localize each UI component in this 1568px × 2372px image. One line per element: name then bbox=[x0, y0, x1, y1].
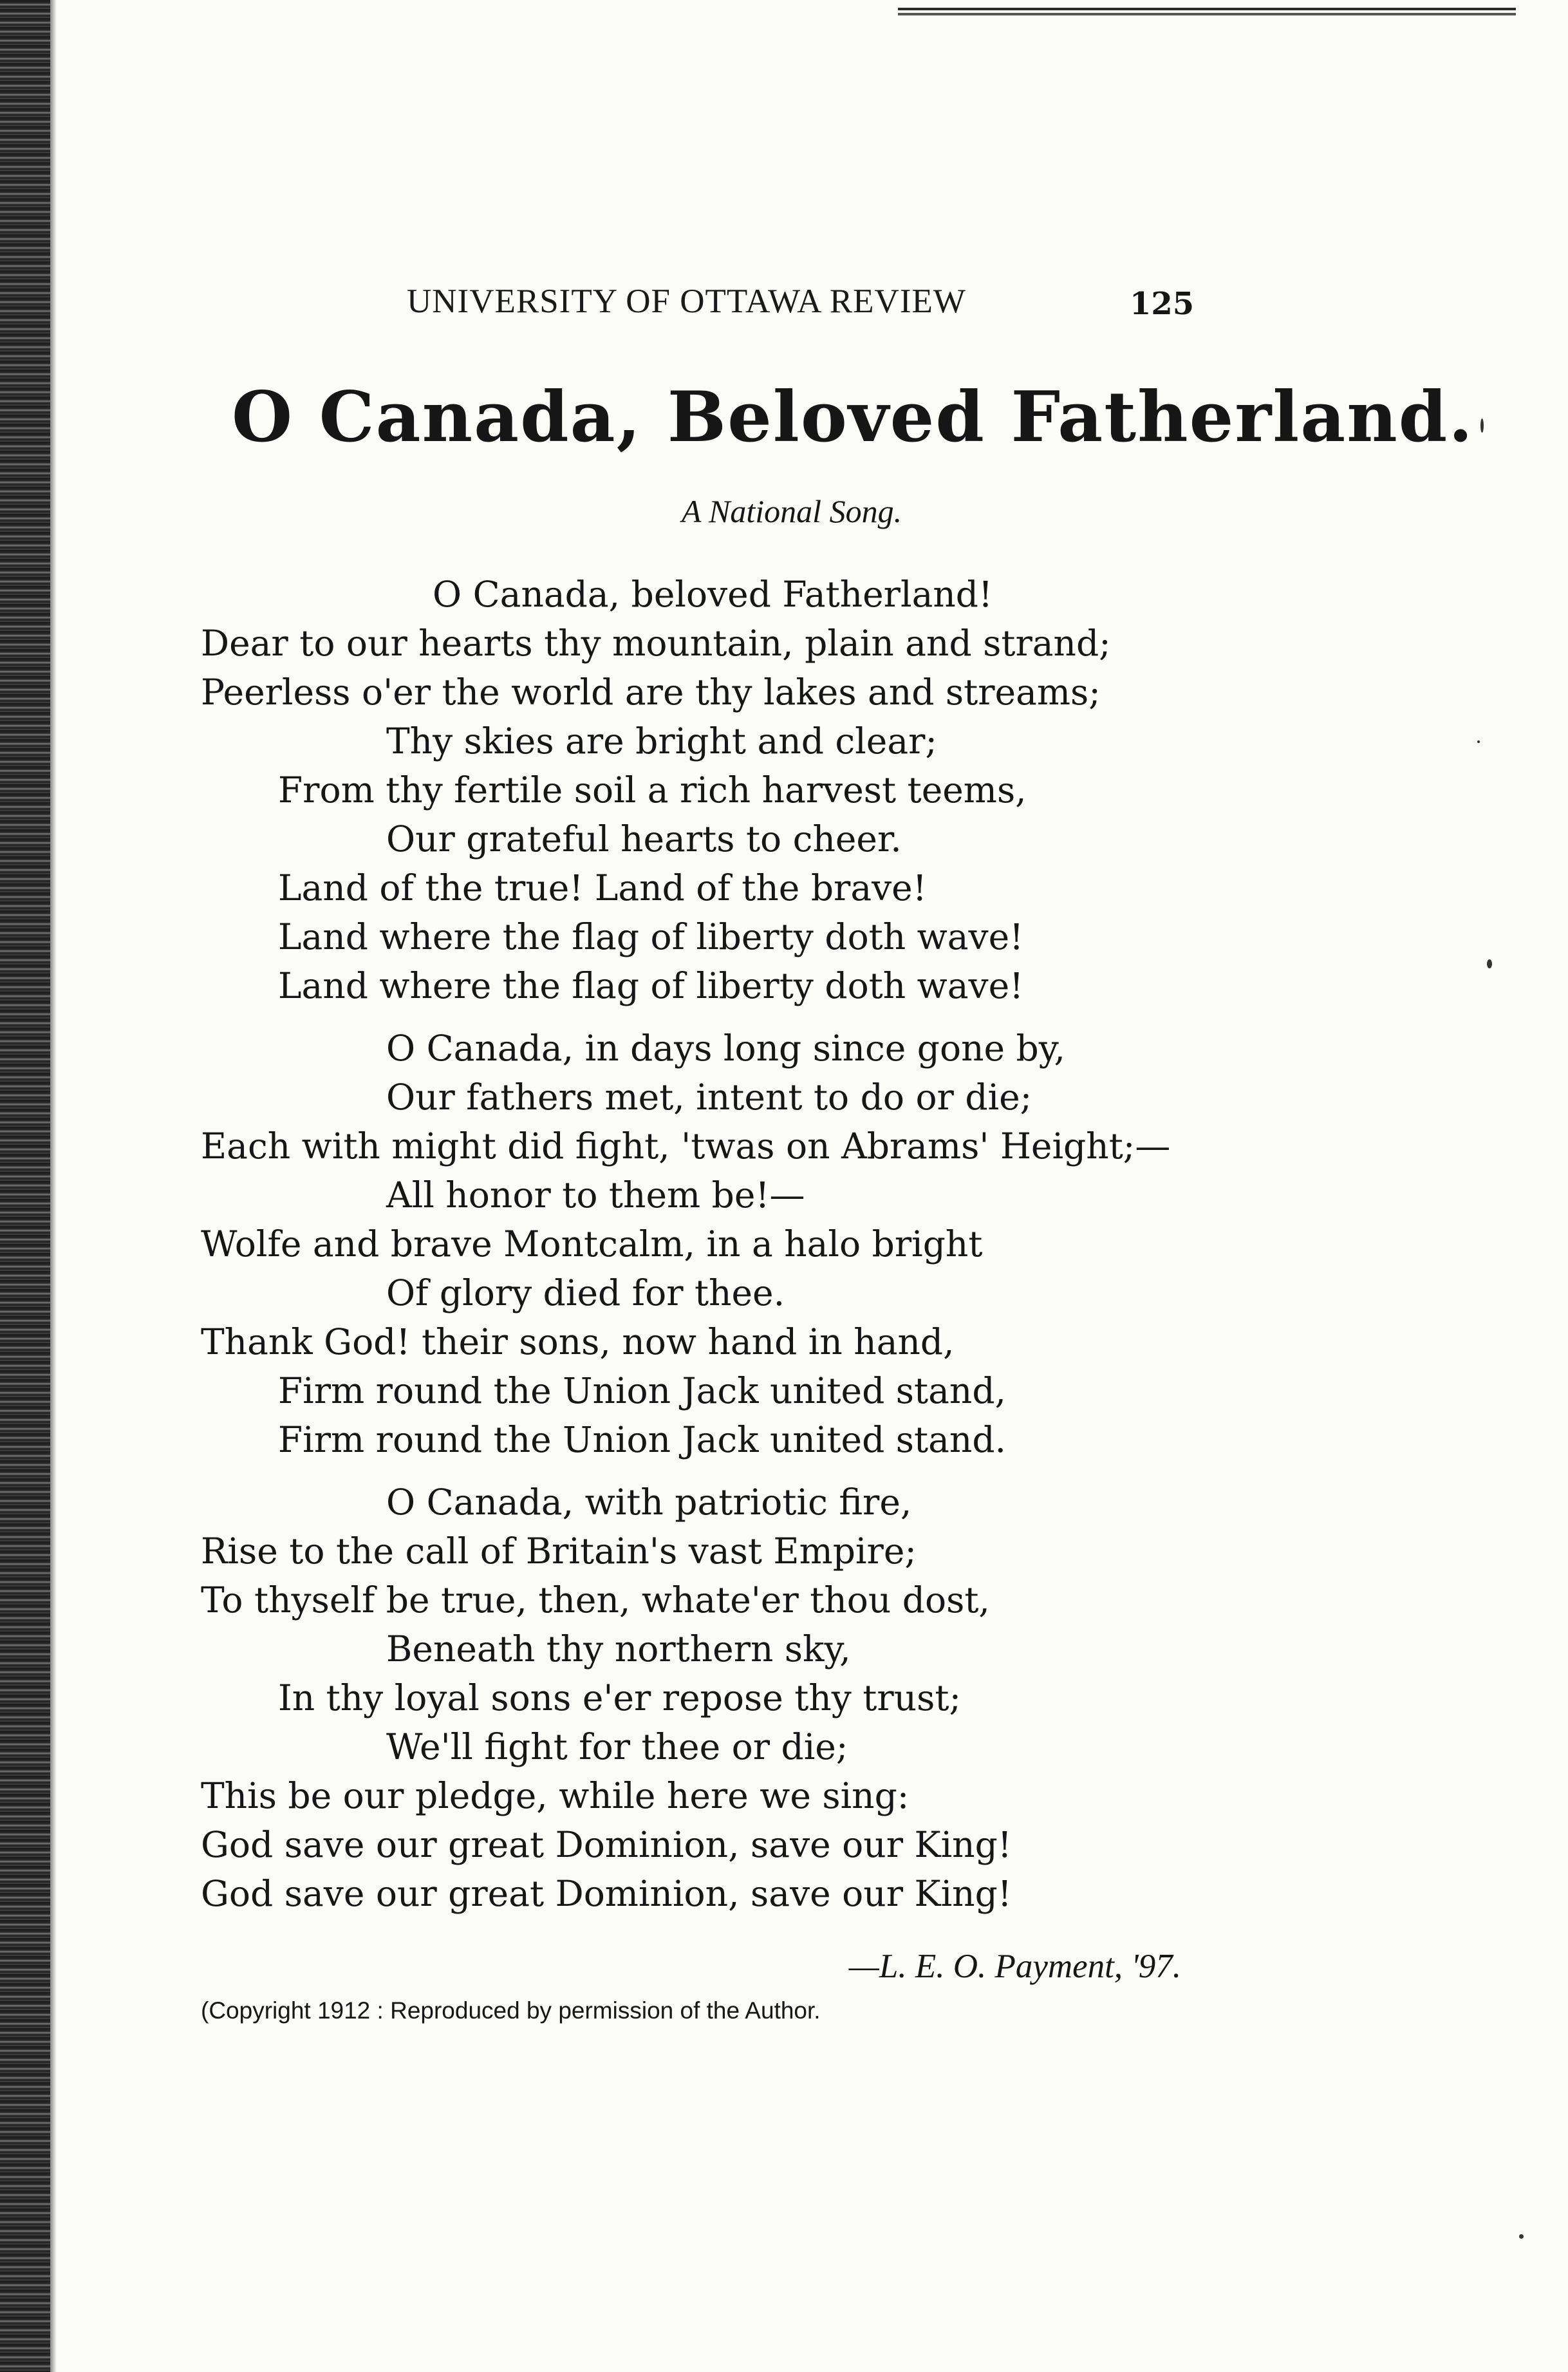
verse-line: Land of the true! Land of the brave! bbox=[278, 867, 927, 908]
verse-line: This be our pledge, while here we sing: bbox=[201, 1775, 910, 1816]
verse-line: Rise to the call of Britain's vast Empire; bbox=[201, 1530, 917, 1572]
verse-line: Dear to our hearts thy mountain, plain and strand; bbox=[201, 623, 1111, 664]
verse-line: Land where the flag of liberty doth wave! bbox=[278, 916, 1024, 957]
verse-line: Beneath thy northern sky, bbox=[386, 1628, 851, 1670]
verse-line: O Canada, in days long since gone by, bbox=[386, 1028, 1066, 1069]
poem-title: O Canada, Beloved Fatherland. bbox=[232, 377, 1474, 458]
verse-line: Our fathers met, intent to do or die; bbox=[386, 1077, 1032, 1118]
poem-attribution: —L. E. O. Payment, '97. bbox=[848, 1948, 1181, 1985]
top-rule bbox=[898, 8, 1516, 17]
verse-line: In thy loyal sons e'er repose thy trust; bbox=[278, 1677, 961, 1718]
verse-line: O Canada, beloved Fatherland! bbox=[433, 574, 993, 615]
verse-line: All honor to them be!— bbox=[386, 1174, 805, 1216]
verse-line: Peerless o'er the world are thy lakes and streams; bbox=[201, 672, 1101, 713]
verse-line: God save our great Dominion, save our King! bbox=[201, 1873, 1012, 1914]
verse-line: Our grateful hearts to cheer. bbox=[386, 818, 902, 860]
print-speck bbox=[1480, 419, 1484, 433]
running-header: UNIVERSITY OF OTTAWA REVIEW bbox=[407, 283, 966, 320]
verse-line: Thy skies are bright and clear; bbox=[386, 720, 937, 762]
print-speck bbox=[1487, 959, 1492, 968]
binding-shadow bbox=[50, 0, 57, 2372]
verse-line: Firm round the Union Jack united stand. bbox=[278, 1419, 1007, 1460]
verse-line: Each with might did fight, 'twas on Abrams' Height;— bbox=[201, 1125, 1171, 1167]
page-number: 125 bbox=[1130, 286, 1195, 322]
verse-line: From thy fertile soil a rich harvest teems, bbox=[278, 769, 1027, 811]
poem-subtitle: A National Song. bbox=[681, 493, 902, 529]
print-speck bbox=[1519, 2234, 1524, 2239]
book-binding-edge bbox=[0, 0, 50, 2372]
print-speck bbox=[1477, 740, 1480, 743]
verse-line: We'll fight for thee or die; bbox=[386, 1726, 848, 1767]
verse-line: Firm round the Union Jack united stand, bbox=[278, 1370, 1007, 1411]
copyright-note: (Copyright 1912 : Reproduced by permission of the Author. bbox=[201, 1997, 821, 2024]
verse-line: Wolfe and brave Montcalm, in a halo bright bbox=[201, 1223, 983, 1265]
verse-line: Thank God! their sons, now hand in hand, bbox=[201, 1321, 955, 1362]
verse-line: To thyself be true, then, whate'er thou dost, bbox=[201, 1579, 990, 1621]
verse-line: O Canada, with patriotic fire, bbox=[386, 1482, 912, 1523]
verse-line: Of glory died for thee. bbox=[386, 1272, 785, 1313]
verse-line: God save our great Dominion, save our King! bbox=[201, 1824, 1012, 1865]
verse-line: Land where the flag of liberty doth wave! bbox=[278, 965, 1024, 1006]
